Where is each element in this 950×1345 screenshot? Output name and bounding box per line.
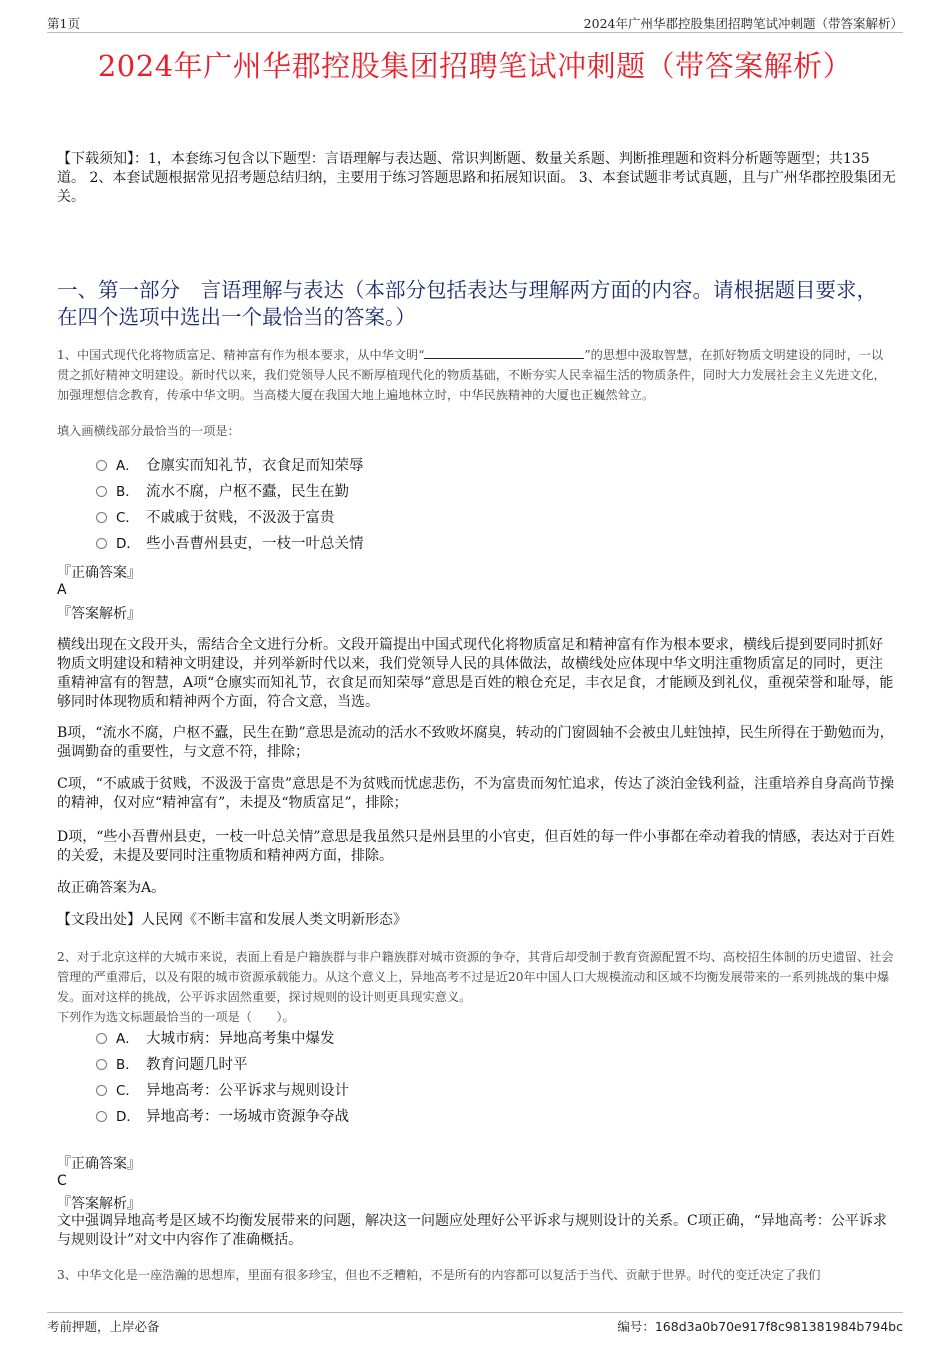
page-number: 第1页 (47, 16, 80, 31)
analysis-paragraph-1: 横线出现在文段开头，需结合全文进行分析。文段开篇提出中国式现代化将物质富足和精神富有作为根本要求，横线后提到要同时抓好物质文明建设和精神文明建设，并列举新时代以来，我们党领导人民的具体做法，故横线处应体现中华文明注重物质富足的同时，更注重精神富有的智慧，A项“仓廪实而知礼节，衣食足而知荣辱”意思是百姓的粮仓充足，丰衣足食，才能顾及到礼仪，重视荣誉和耻辱，能够同时体现物质和精神两个方面，符合文意，当选。 (57, 637, 894, 710)
radio-circle-icon[interactable] (96, 512, 107, 523)
section-heading: 一、第一部分 言语理解与表达（本部分包括表达与理解两方面的内容。请根据题目要求，在四个选项中选出一个最恰当的答案。） (57, 278, 877, 329)
correct-answer: C (57, 1173, 67, 1189)
radio-circle-icon[interactable] (96, 486, 107, 497)
question-2-stem: 2、对于北京这样的大城市来说，表面上看是户籍族群与非户籍族群对城市资源的争夺，其背后却受制于教育资源配置不均、高校招生体制的历史遗留、社会管理的严重滞后，以及有限的城市资源承载能力。从这个意义上，异地高考不过是近20年中国人口大规模流动和区域不均衡发展带来的一系列挑战的集中爆发。面对这样的挑战，公平诉求固然重要，探讨规则的设计则更具现实意义。 (57, 950, 894, 1004)
correct-answer: A (57, 582, 67, 598)
question-1-stem (57, 345, 895, 405)
analysis-conclusion: 故正确答案为A。 (57, 880, 166, 896)
correct-answer-label: 『正确答案』 (57, 565, 141, 581)
option-b[interactable]: B． 教育问题几时平 (96, 1052, 349, 1078)
option-c[interactable]: C． 异地高考：公平诉求与规则设计 (96, 1078, 349, 1104)
fill-blank-line (424, 346, 584, 359)
analysis-paragraph-2: B项，“流水不腐，户枢不蠹，民生在勤”意思是流动的活水不致败坏腐臭，转动的门窗圆轴不会被虫儿蛀蚀掉，民生所得在于勤勉而为，强调勤奋的重要性，与文意不符，排除； (57, 725, 894, 760)
question-3-stem: 3、中华文化是一座浩瀚的思想库，里面有很多珍宝，但也不乏糟粕，不是所有的内容都可以复活于当代、贡献于世界。时代的变迁决定了我们 (57, 1268, 821, 1282)
radio-circle-icon[interactable] (96, 1111, 107, 1122)
download-notice: 【下载须知】：1，本套练习包含以下题型：言语理解与表达题、常识判断题、数量关系题、判断推理题和资料分析题等题型；共135道。 2、本套试题根据常见招考题总结归纳，主要用于练习答题思路和拓展知识面。 3、本套试题非考试真题，且与广州华郡控股集团无关。 (57, 151, 896, 205)
footer-slogan: 考前押题，上岸必备 (47, 1319, 160, 1334)
option-d[interactable]: D． 异地高考：一场城市资源争夺战 (96, 1104, 349, 1130)
question-1-stem-part1: 1、中国式现代化将物质富足、精神富有作为根本要求，从中华文明“ (57, 348, 425, 362)
analysis-paragraph-4: D项，“些小吾曹州县吏，一枝一叶总关情”意思是我虽然只是州县里的小官吏，但百姓的每一件小事都在牵动着我的情感，表达对于百姓的关爱，未提及要同时注重物质和精神两方面，排除。 (57, 829, 895, 864)
header-doc-title: 2024年广州华郡控股集团招聘笔试冲刺题（带答案解析） (583, 16, 903, 31)
question-1-prompt: 填入画横线部分最恰当的一项是： (57, 424, 240, 438)
radio-circle-icon[interactable] (96, 460, 107, 471)
radio-circle-icon[interactable] (96, 1085, 107, 1096)
question-1-stem-part2: ”的思想中汲取智慧，在抓好物质文明建设的同时，一以贯之抓好精神文明建设。新时代以来，我们党领导人民不断厚植现代化的物质基础，不断夯实人民幸福生活的物质条件，同时大力发展社会主义先进文化，加强理想信念教育，传承中华文明。当高楼大厦在我国大地上遍地林立时，中华民族精神的大厦也正巍然耸立。 (57, 348, 886, 402)
option-d[interactable]: D． 些小吾曹州县吏，一枝一叶总关情 (96, 531, 364, 557)
correct-answer-label: 『正确答案』 (57, 1156, 141, 1172)
question-1-options (96, 453, 364, 557)
answer-analysis-label: 『答案解析』 (57, 1196, 141, 1212)
page-header (47, 14, 903, 33)
passage-source: 【文段出处】人民网《不断丰富和发展人类文明新形态》 (57, 912, 407, 928)
page-footer (47, 1312, 903, 1335)
question-2-options (96, 1026, 349, 1130)
radio-circle-icon[interactable] (96, 1033, 107, 1044)
page-title: 2024年广州华郡控股集团招聘笔试冲刺题（带答案解析） (97, 49, 853, 83)
analysis-paragraph: 文中强调异地高考是区域不均衡发展带来的问题，解决这一问题应处理好公平诉求与规则设计的关系。C项正确，“异地高考：公平诉求与规则设计”对文中内容作了准确概括。 (57, 1213, 887, 1248)
option-b[interactable]: B． 流水不腐，户枢不蠹，民生在勤 (96, 479, 364, 505)
radio-circle-icon[interactable] (96, 538, 107, 549)
analysis-paragraph-3: C项，“不戚戚于贫贱，不汲汲于富贵”意思是不为贫贱而忧虑悲伤，不为富贵而匆忙追求，传达了淡泊金钱利益，注重培养自身高尚节操的精神，仅对应“精神富有”，未提及“物质富足”，排除； (57, 776, 895, 811)
document-code: 编号：168d3a0b70e917f8c981381984b794bc (617, 1319, 903, 1334)
option-c[interactable]: C． 不戚戚于贫贱，不汲汲于富贵 (96, 505, 364, 531)
answer-analysis-label: 『答案解析』 (57, 606, 141, 622)
radio-circle-icon[interactable] (96, 1059, 107, 1070)
option-a[interactable]: A． 仓廪实而知礼节，衣食足而知荣辱 (96, 453, 364, 479)
question-2-prompt: 下列作为选文标题最恰当的一项是（ ）。 (57, 1010, 295, 1024)
option-a[interactable]: A． 大城市病：异地高考集中爆发 (96, 1026, 349, 1052)
